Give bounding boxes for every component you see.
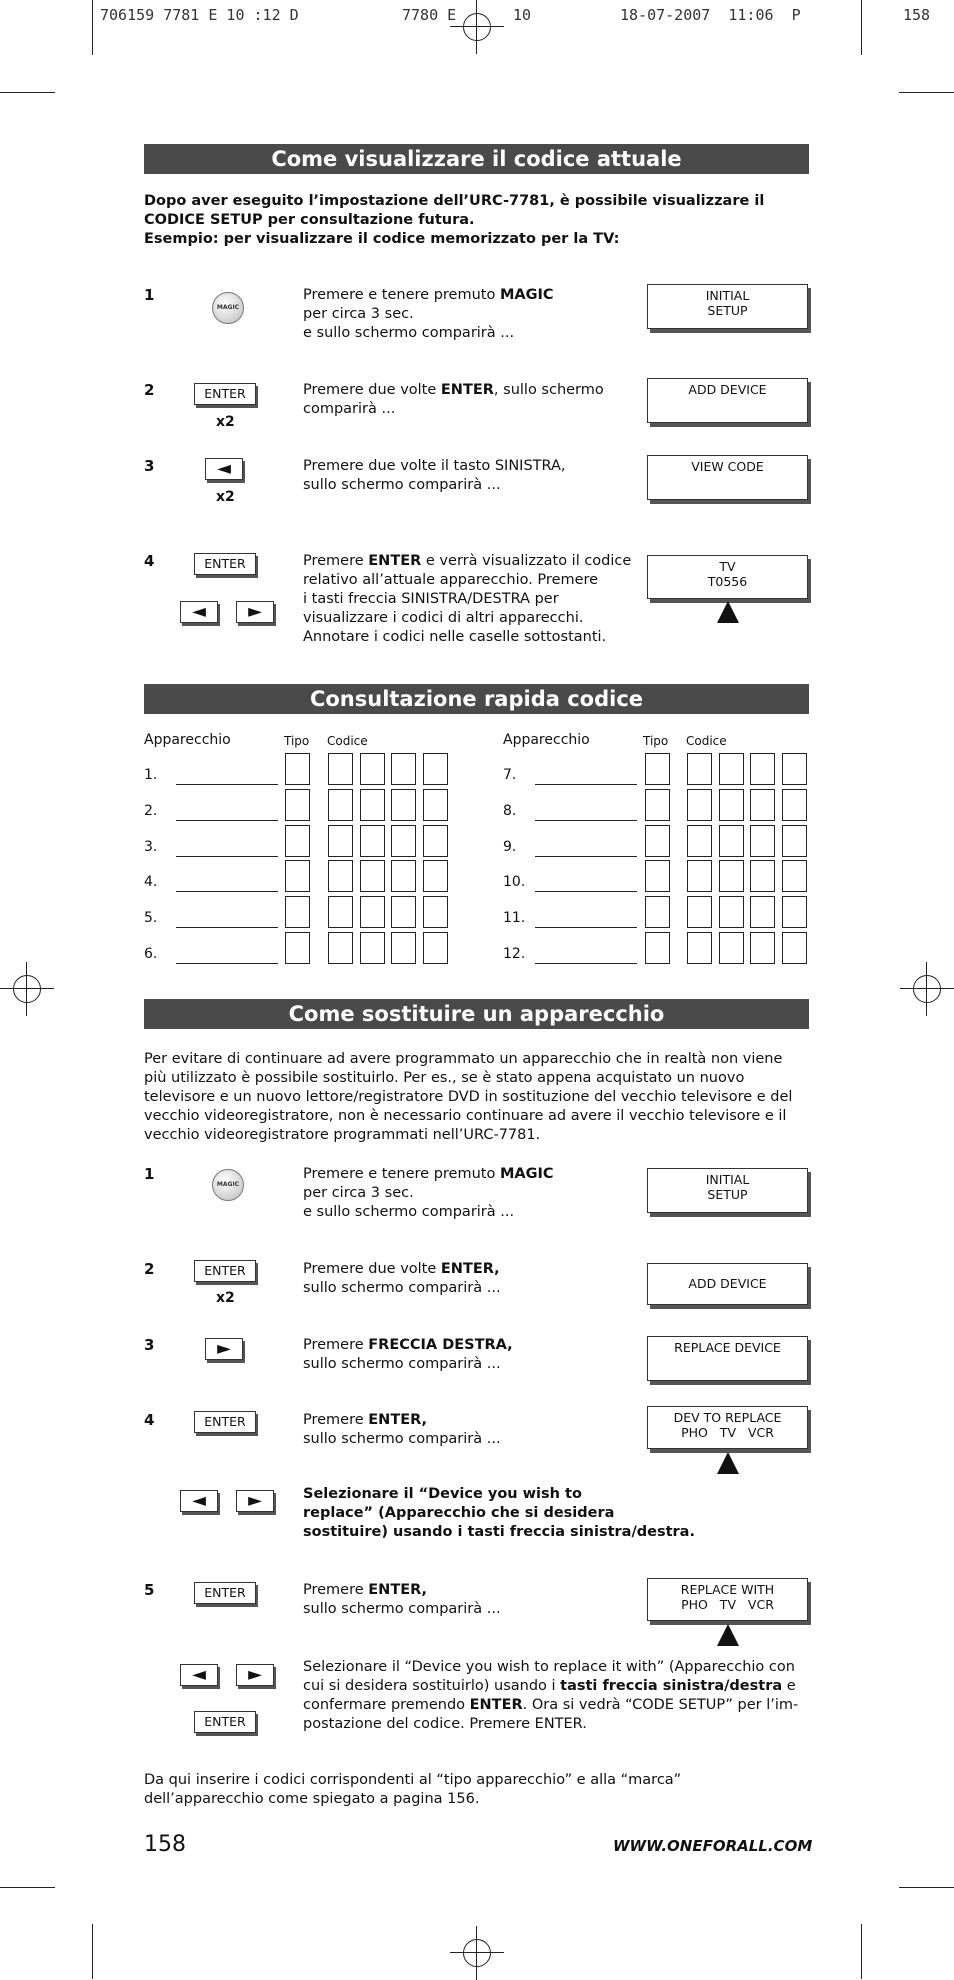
device-name-field xyxy=(176,820,278,821)
screen-line: TV xyxy=(719,559,736,574)
code-digit-box xyxy=(687,825,712,857)
intro-text: vecchio videoregistratore programmati nell’URC-7781. xyxy=(144,1127,541,1143)
step-number: 5 xyxy=(144,1581,155,1599)
intro-text: più utilizzato è possibile sostituirlo. Per es., se è stato appena acquistato un nuovo xyxy=(144,1070,745,1086)
step-number: 4 xyxy=(144,1411,155,1429)
screen-line: DEV TO REPLACE xyxy=(673,1410,782,1425)
code-digit-box xyxy=(391,932,416,964)
code-digit-box xyxy=(423,753,448,785)
intro-text: vecchio videoregistratore, non è necessario continuare ad avere il vecchio televisore e il xyxy=(144,1108,787,1124)
print-header-datetime: 18-07-2007 11:06 P xyxy=(620,6,801,24)
step-text: per circa 3 sec. xyxy=(303,306,414,322)
step-number: 1 xyxy=(144,286,155,304)
type-box xyxy=(285,789,310,821)
right-arrow-button-icon: ► xyxy=(236,1490,274,1512)
step-text: replace” (Apparecchio che si desidera xyxy=(303,1505,615,1521)
step-number: 2 xyxy=(144,381,155,399)
device-name-field xyxy=(535,927,637,928)
code-digit-box xyxy=(360,789,385,821)
step-text: per circa 3 sec. xyxy=(303,1185,414,1201)
lcd-screen xyxy=(647,1336,808,1381)
code-digit-box xyxy=(328,825,353,857)
crop-mark xyxy=(861,1924,862,1979)
row-number: 2. xyxy=(144,803,158,819)
code-digit-box xyxy=(423,932,448,964)
type-box xyxy=(285,753,310,785)
step-text: visualizzare i codici di altri apparecchi. xyxy=(303,610,584,626)
code-digit-box xyxy=(423,825,448,857)
step-text: Premere due volte ENTER, xyxy=(303,1261,500,1277)
print-header-file: 7780 E xyxy=(402,6,457,24)
step-text: sullo schermo comparirà ... xyxy=(303,1280,501,1296)
step-text: Premere e tenere premuto MAGIC xyxy=(303,1166,554,1182)
crop-mark xyxy=(92,1924,93,1979)
code-digit-box xyxy=(782,753,807,785)
magic-button-icon: MAGIC xyxy=(212,1169,244,1201)
step-text: Annotare i codici nelle caselle sottostanti. xyxy=(303,629,607,645)
lcd-screen xyxy=(647,1168,808,1213)
step-text: sullo schermo comparirà ... xyxy=(303,1356,501,1372)
step-text: sostituire) usando i tasti freccia sinistra/destra. xyxy=(303,1524,695,1540)
screen-line: REPLACE DEVICE xyxy=(674,1340,781,1355)
code-digit-box xyxy=(423,789,448,821)
screen-line: SETUP xyxy=(707,303,748,318)
intro-text: Per evitare di continuare ad avere programmato un apparecchio che in realtà non viene xyxy=(144,1051,783,1067)
lcd-screen xyxy=(647,1406,808,1449)
code-digit-box xyxy=(719,896,744,928)
type-box xyxy=(645,860,670,892)
code-digit-box xyxy=(391,789,416,821)
code-digit-box xyxy=(360,825,385,857)
device-name-field xyxy=(176,856,278,857)
print-header-job: 706159 7781 E 10 :12 D xyxy=(100,6,299,24)
type-box xyxy=(645,896,670,928)
step-text: i tasti freccia SINISTRA/DESTRA per xyxy=(303,591,559,607)
step-text: confermare premendo ENTER. Ora si vedrà “CODE SETUP” per l’im- xyxy=(303,1697,799,1713)
code-digit-box xyxy=(687,896,712,928)
type-box xyxy=(645,825,670,857)
screen-line: ADD DEVICE xyxy=(688,1276,767,1291)
device-name-field xyxy=(535,891,637,892)
code-digit-box xyxy=(782,825,807,857)
device-name-field xyxy=(176,784,278,785)
screen-line: INITIAL xyxy=(705,1172,750,1187)
row-number: 6. xyxy=(144,946,158,962)
row-number: 3. xyxy=(144,839,158,855)
left-arrow-button-icon: ◄ xyxy=(205,458,243,480)
code-digit-box xyxy=(687,932,712,964)
intro-text: televisore e un nuovo lettore/registratore DVD in sostituzione del vecchio televisore e del xyxy=(144,1089,793,1105)
page-number: 158 xyxy=(144,1832,186,1857)
code-digit-box xyxy=(719,789,744,821)
type-box xyxy=(285,860,310,892)
press-count: x2 xyxy=(216,489,235,505)
crop-mark xyxy=(92,0,93,55)
screen-line: ADD DEVICE xyxy=(688,382,767,397)
code-digit-box xyxy=(750,825,775,857)
type-box xyxy=(645,789,670,821)
screen-line: INITIAL xyxy=(705,288,750,303)
device-name-field xyxy=(176,891,278,892)
registration-mark xyxy=(13,975,41,1003)
type-box xyxy=(285,896,310,928)
step-text: Selezionare il “Device you wish to xyxy=(303,1486,582,1502)
step-text: Selezionare il “Device you wish to replace it with” (Apparecchio con xyxy=(303,1659,795,1675)
press-count: x2 xyxy=(216,1290,235,1306)
code-digit-box xyxy=(719,753,744,785)
code-digit-box xyxy=(687,753,712,785)
print-header-page: 158 xyxy=(903,6,931,24)
lcd-screen xyxy=(647,1263,808,1305)
screen-line: T0556 xyxy=(707,574,748,589)
row-number: 4. xyxy=(144,874,158,890)
code-digit-box xyxy=(328,753,353,785)
step-text: e sullo schermo comparirà ... xyxy=(303,1204,515,1220)
screen-line: REPLACE WITH xyxy=(680,1582,775,1597)
row-number: 10. xyxy=(503,874,526,890)
step-text: postazione del codice. Premere ENTER. xyxy=(303,1716,587,1732)
type-box xyxy=(285,932,310,964)
crop-mark xyxy=(899,92,954,93)
enter-button-icon: ENTER xyxy=(194,1260,256,1282)
section-title: Come sostituire un apparecchio xyxy=(144,999,809,1029)
code-digit-box xyxy=(719,825,744,857)
step-number: 2 xyxy=(144,1260,155,1278)
step-number: 3 xyxy=(144,1336,155,1354)
code-digit-box xyxy=(391,860,416,892)
device-name-field xyxy=(535,820,637,821)
code-digit-box xyxy=(687,860,712,892)
code-digit-box xyxy=(360,896,385,928)
outro-text: Da qui inserire i codici corrispondenti al “tipo apparecchio” e alla “marca” xyxy=(144,1772,682,1788)
enter-button-icon: ENTER xyxy=(194,1411,256,1433)
enter-button-icon: ENTER xyxy=(194,383,256,405)
column-header-code: Codice xyxy=(686,734,727,748)
column-header-device: Apparecchio xyxy=(503,732,590,748)
row-number: 9. xyxy=(503,839,517,855)
pointer-arrow-icon xyxy=(717,1624,739,1646)
screen-line: PHO TV VCR xyxy=(681,1597,774,1612)
lcd-screen xyxy=(647,1578,808,1621)
pointer-arrow-icon xyxy=(717,1452,739,1474)
screen-line: SETUP xyxy=(707,1187,748,1202)
step-number: 4 xyxy=(144,552,155,570)
type-box xyxy=(285,825,310,857)
step-text: sullo schermo comparirà ... xyxy=(303,1601,501,1617)
device-name-field xyxy=(176,963,278,964)
type-box xyxy=(645,753,670,785)
step-text: Premere e tenere premuto MAGIC xyxy=(303,287,554,303)
step-text: cui si desidera sostituirlo) usando i tasti freccia sinistra/destra e xyxy=(303,1678,796,1694)
code-digit-box xyxy=(750,753,775,785)
pointer-arrow-icon xyxy=(717,601,739,623)
right-arrow-button-icon: ► xyxy=(236,1664,274,1686)
device-name-field xyxy=(535,784,637,785)
step-text: Premere due volte il tasto SINISTRA, xyxy=(303,458,566,474)
lcd-screen xyxy=(647,455,808,500)
crop-mark xyxy=(0,1887,55,1888)
row-number: 5. xyxy=(144,910,158,926)
website-url: WWW.ONEFORALL.COM xyxy=(613,1837,813,1855)
left-arrow-button-icon: ◄ xyxy=(180,601,218,623)
enter-button-icon: ENTER xyxy=(194,1582,256,1604)
column-header-device: Apparecchio xyxy=(144,732,231,748)
left-arrow-button-icon: ◄ xyxy=(180,1490,218,1512)
code-digit-box xyxy=(328,860,353,892)
outro-text: dell’apparecchio come spiegato a pagina 156. xyxy=(144,1791,480,1807)
code-digit-box xyxy=(750,860,775,892)
registration-mark xyxy=(463,1939,491,1967)
crop-mark xyxy=(861,0,862,55)
column-header-code: Codice xyxy=(327,734,368,748)
code-digit-box xyxy=(750,932,775,964)
code-digit-box xyxy=(423,896,448,928)
step-text: relativo all’attuale apparecchio. Premere xyxy=(303,572,599,588)
right-arrow-button-icon: ► xyxy=(205,1338,243,1360)
step-text: Premere due volte ENTER, sullo schermo xyxy=(303,382,604,398)
step-text: e sullo schermo comparirà ... xyxy=(303,325,515,341)
code-digit-box xyxy=(328,896,353,928)
row-number: 12. xyxy=(503,946,526,962)
section-title: Come visualizzare il codice attuale xyxy=(144,144,809,174)
step-text: Premere FRECCIA DESTRA, xyxy=(303,1337,513,1353)
registration-mark xyxy=(913,975,941,1003)
registration-mark xyxy=(463,13,491,41)
column-header-type: Tipo xyxy=(643,734,669,748)
intro-text: Dopo aver eseguito l’impostazione dell’URC-7781, è possibile visualizzare il xyxy=(144,193,765,209)
code-digit-box xyxy=(328,789,353,821)
row-number: 1. xyxy=(144,767,158,783)
screen-line: PHO TV VCR xyxy=(681,1425,774,1440)
code-digit-box xyxy=(328,932,353,964)
code-digit-box xyxy=(687,789,712,821)
step-text: sullo schermo comparirà ... xyxy=(303,477,501,493)
screen-line: VIEW CODE xyxy=(691,459,764,474)
code-digit-box xyxy=(782,860,807,892)
row-number: 11. xyxy=(503,910,526,926)
code-digit-box xyxy=(391,896,416,928)
step-number: 3 xyxy=(144,457,155,475)
code-digit-box xyxy=(360,753,385,785)
step-text: Premere ENTER, xyxy=(303,1582,428,1598)
type-box xyxy=(645,932,670,964)
code-digit-box xyxy=(750,896,775,928)
code-digit-box xyxy=(750,789,775,821)
code-digit-box xyxy=(782,896,807,928)
magic-button-icon: MAGIC xyxy=(212,292,244,324)
code-digit-box xyxy=(782,789,807,821)
lcd-screen xyxy=(647,555,808,599)
enter-button-icon: ENTER xyxy=(194,553,256,575)
code-digit-box xyxy=(360,860,385,892)
crop-mark xyxy=(0,92,55,93)
row-number: 7. xyxy=(503,767,517,783)
lcd-screen xyxy=(647,284,808,329)
code-digit-box xyxy=(782,932,807,964)
device-name-field xyxy=(535,856,637,857)
press-count: x2 xyxy=(216,414,235,430)
row-number: 8. xyxy=(503,803,517,819)
step-text: Premere ENTER e verrà visualizzato il codice xyxy=(303,553,632,569)
intro-text: CODICE SETUP per consultazione futura. xyxy=(144,212,475,228)
code-digit-box xyxy=(719,860,744,892)
lcd-screen xyxy=(647,378,808,423)
code-digit-box xyxy=(391,753,416,785)
step-text: Premere ENTER, xyxy=(303,1412,428,1428)
code-digit-box xyxy=(360,932,385,964)
section-title: Consultazione rapida codice xyxy=(144,684,809,714)
step-number: 1 xyxy=(144,1165,155,1183)
step-text: comparirà ... xyxy=(303,401,396,417)
code-digit-box xyxy=(391,825,416,857)
right-arrow-button-icon: ► xyxy=(236,601,274,623)
code-digit-box xyxy=(719,932,744,964)
crop-mark xyxy=(899,1887,954,1888)
enter-button-icon: ENTER xyxy=(194,1711,256,1733)
device-name-field xyxy=(535,963,637,964)
intro-text: Esempio: per visualizzare il codice memorizzato per la TV: xyxy=(144,231,620,247)
device-name-field xyxy=(176,927,278,928)
code-digit-box xyxy=(423,860,448,892)
print-header-num: 10 xyxy=(513,6,532,24)
column-header-type: Tipo xyxy=(284,734,310,748)
left-arrow-button-icon: ◄ xyxy=(180,1664,218,1686)
step-text: sullo schermo comparirà ... xyxy=(303,1431,501,1447)
